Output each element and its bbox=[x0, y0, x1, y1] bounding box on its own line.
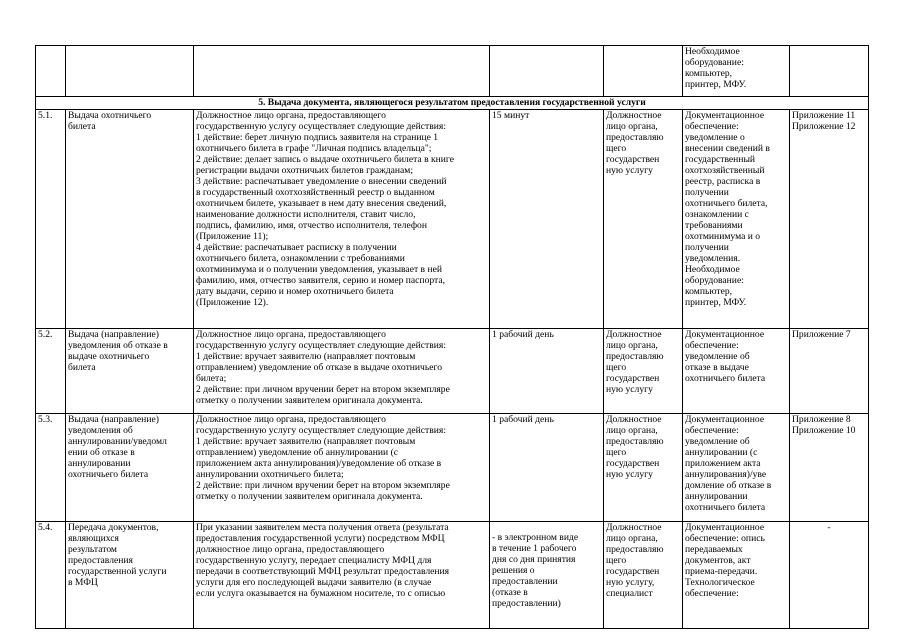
forms-cell: Приложение 7 bbox=[790, 329, 869, 414]
section-header-row bbox=[36, 97, 869, 110]
table-row bbox=[36, 329, 869, 414]
executor-cell: Должностное лицо органа, предоставляю щего государствен ную услугу, специалист bbox=[604, 522, 683, 629]
table-row bbox=[36, 414, 869, 522]
table-row bbox=[36, 46, 869, 97]
num-cell: 5.1. bbox=[36, 110, 66, 329]
executor-cell bbox=[604, 46, 683, 97]
table-row bbox=[36, 110, 869, 329]
num-cell: 5.3. bbox=[36, 414, 66, 522]
time-cell: 1 рабочий день bbox=[490, 329, 604, 414]
actions-cell: Должностное лицо органа, предоставляющего государственную услугу осуществляет следующие действия: 1 действие: вручает заявителю (направляет почтовым отправлением) уведомление об отказе в выдаче охотничьего билета; 2 действие: при личном вручении берет на втором экземпляре отметку о получении заявителем оригинала документа. bbox=[194, 329, 490, 414]
actions-cell bbox=[194, 46, 490, 97]
name-cell: Выдача охотничьего билета bbox=[66, 110, 194, 329]
executor-cell: Должностное лицо органа, предоставляю щего государствен ную услугу bbox=[604, 414, 683, 522]
num-cell bbox=[36, 46, 66, 97]
executor-cell: Должностное лицо органа, предоставляю щего государствен ную услугу bbox=[604, 329, 683, 414]
section-title: 5. Выдача документа, являющегося результатом предоставления государственной услуги bbox=[36, 97, 869, 110]
forms-cell: - bbox=[790, 522, 869, 629]
num-cell: 5.2. bbox=[36, 329, 66, 414]
procedure-table bbox=[35, 45, 869, 629]
resources-cell: Документационное обеспечение: уведомление об аннулировании (с приложением акта аннулирования)/уве домление об отказе в аннулировании охотничьего билета bbox=[683, 414, 790, 522]
actions-cell: Должностное лицо органа, предоставляющего государственную услугу осуществляет следующие действия: 1 действие: вручает заявителю (направляет почтовым отправлением) уведомление об аннулировании (с приложением акта аннулирования)/уведомление об отказе в аннулировании охотничьего билета; 2 действие: при личном вручении берет на втором экземпляре отметку о получении заявителем оригинала документа. bbox=[194, 414, 490, 522]
num-cell: 5.4. bbox=[36, 522, 66, 629]
name-cell: Выдача (направление) уведомления об аннулировании/уведомл ении об отказе в аннулировании охотничьего билета bbox=[66, 414, 194, 522]
table-row bbox=[36, 522, 869, 629]
time-cell: 15 минут bbox=[490, 110, 604, 329]
resources-cell: Документационное обеспечение: уведомление о внесении сведений в государственный охотхозяйственный реестр, расписка в получении охотничьего билета, ознакомлении с требованиями охотминимума и о получении уведомления. Необходимое оборудование: компьютер, принтер, МФУ. bbox=[683, 110, 790, 329]
resources-cell: Документационное обеспечение: уведомление об отказе в выдаче охотничьего билета bbox=[683, 329, 790, 414]
time-cell: 1 рабочий день bbox=[490, 414, 604, 522]
name-cell: Передача документов, являющихся результатом предоставления государственной услуги в МФЦ bbox=[66, 522, 194, 629]
time-cell: - в электронном виде в течение 1 рабочего дня со дня принятия решения о предоставлении (отказе в предоставлении) bbox=[490, 522, 604, 629]
executor-cell: Должностное лицо органа, предоставляю щего государствен ную услугу bbox=[604, 110, 683, 329]
time-cell bbox=[490, 46, 604, 97]
name-cell bbox=[66, 46, 194, 97]
forms-cell: Приложение 8 Приложение 10 bbox=[790, 414, 869, 522]
resources-cell: Необходимое оборудование: компьютер, принтер, МФУ. bbox=[683, 46, 790, 97]
actions-cell: При указании заявителем места получения ответа (результата предоставления государственной услуги) посредством МФЦ должностное лицо органа, предоставляющего государственную услугу, передает специалисту МФЦ для передачи в соответствующий МФЦ результат предоставления услуги для его последующей выдачи заявителю (в случае если услуга оказывается на бумажном носителе, то с описью bbox=[194, 522, 490, 629]
name-cell: Выдача (направление) уведомления об отказе в выдаче охотничьего билета bbox=[66, 329, 194, 414]
forms-cell bbox=[790, 46, 869, 97]
document-page bbox=[35, 45, 869, 629]
actions-cell: Должностное лицо органа, предоставляющего государственную услугу осуществляет следующие действия: 1 действие: берет личную подпись заявителя на странице 1 охотничьего билета в графе "Личная подпись владельца"; 2 действие: делает запись о выдаче охотничьего билета в книге регистрации выдачи охотничьих билетов гражданам; 3 действие: распечатывает уведомление о внесении сведений в государственный охотхозяйственный реестр о выданном охотничьем билете, указывает в нем дату внесения сведений, наименование должности исполнителя, ставит число, подпись, фамилию, имя, отчество исполнителя, телефон (Приложение 11); 4 действие: распечатывает расписку в получении охотничьего билета, ознакомлении с требованиями охотминимума и о получении уведомления, указывает в ней фамилию, имя, отчество заявителя, серию и номер паспорта, дату выдачи, серию и номер охотничьего билета (Приложение 12). bbox=[194, 110, 490, 329]
resources-cell: Документационное обеспечение: опись передаваемых документов, акт приема-передачи. Технологическое обеспечение: bbox=[683, 522, 790, 629]
forms-cell: Приложение 11 Приложение 12 bbox=[790, 110, 869, 329]
